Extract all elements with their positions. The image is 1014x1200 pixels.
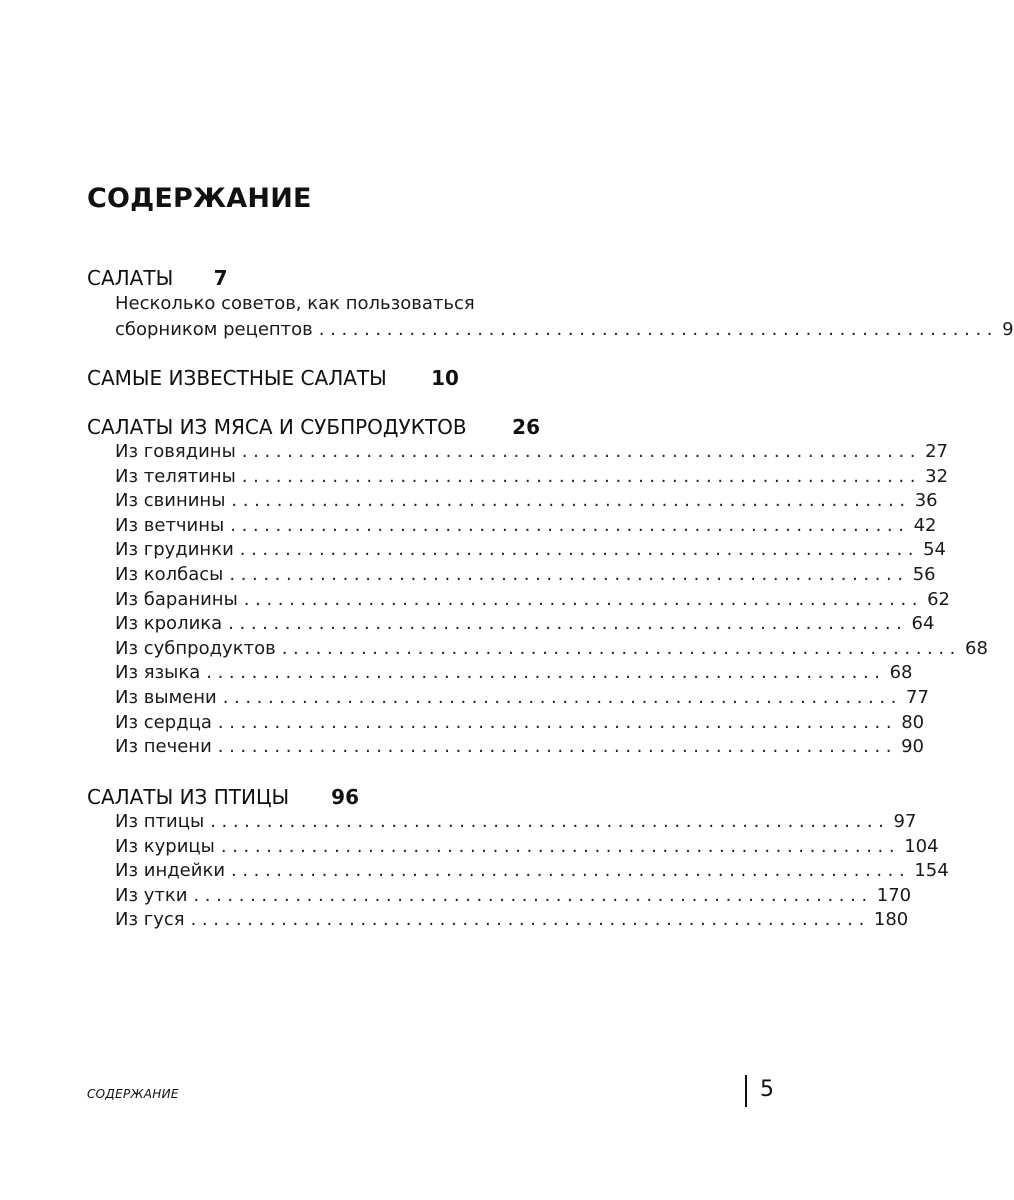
toc-section-famous-salads <box>87 365 459 391</box>
dot-leader: ............................................................ <box>217 711 898 733</box>
entry-label: Из вымени <box>115 686 217 708</box>
entry-page-number: 170 <box>876 884 912 906</box>
intro-line-1: Несколько советов, как пользоваться <box>115 293 475 314</box>
dot-leader: ............................................................ <box>210 811 890 832</box>
section-title: САЛАТЫ ИЗ МЯСА И СУБПРОДУКТОВ <box>87 415 467 439</box>
entry-label: Из сердца <box>115 711 212 733</box>
dot-leader: ............................................................ <box>193 884 873 906</box>
section-entries <box>115 291 1014 343</box>
section-header[interactable] <box>87 784 359 810</box>
entry-label: сборником рецептов <box>115 319 313 340</box>
entry-page-number: 68 <box>965 637 988 659</box>
entry-label: Из субпродуктов <box>115 637 276 659</box>
entry-label: Из говядины <box>115 441 236 462</box>
dot-leader: ............................................................ <box>190 909 870 931</box>
running-head: СОДЕРЖАНИЕ <box>87 1087 179 1101</box>
section-entries <box>115 810 949 933</box>
toc-entry[interactable] <box>115 884 912 909</box>
page-number: 5 <box>760 1077 774 1102</box>
entry-label: Из свинины <box>115 490 226 512</box>
section-title: САМЫЕ ИЗВЕСТНЫЕ САЛАТЫ <box>87 366 387 390</box>
toc-entry[interactable] <box>115 489 938 514</box>
toc-entry-intro[interactable] <box>115 317 1014 343</box>
dot-leader: ............................................................ <box>243 588 924 610</box>
section-entries <box>115 440 988 760</box>
dot-leader: ............................................................ <box>206 662 886 684</box>
toc-entry[interactable] <box>115 612 935 637</box>
dot-leader: ............................................................ <box>220 835 901 857</box>
entry-label: Из телятины <box>115 465 236 487</box>
toc-section-salads <box>87 265 1014 343</box>
section-header[interactable] <box>87 265 540 291</box>
dot-leader: ............................................................ <box>239 539 920 561</box>
toc-entry[interactable] <box>115 514 937 539</box>
entry-page-number: 80 <box>901 711 925 733</box>
entry-label: Из кролика <box>115 613 223 635</box>
entry-label: Из курицы <box>115 835 215 857</box>
toc-entry[interactable] <box>115 465 949 490</box>
toc-entry[interactable] <box>115 835 939 860</box>
entry-label: Из индейки <box>115 860 226 882</box>
entry-page-number: 77 <box>906 686 929 708</box>
entry-label: Из гуся <box>115 909 185 931</box>
entry-page-number: 104 <box>904 835 939 857</box>
section-page-number: 10 <box>431 366 459 390</box>
footer-divider <box>745 1075 747 1107</box>
entry-page-number: 54 <box>923 539 946 561</box>
section-header[interactable] <box>87 365 459 391</box>
section-title: САЛАТЫ <box>87 266 174 290</box>
entry-page-number: 62 <box>927 588 951 610</box>
entry-page-number: 90 <box>901 736 924 758</box>
entry-label: Из печени <box>115 736 212 758</box>
dot-leader: ............................................................ <box>228 613 908 635</box>
entry-page-number: 32 <box>925 465 949 487</box>
entry-page-number: 68 <box>889 662 913 684</box>
entry-label: Из утки <box>115 884 188 906</box>
dot-leader: ............................................................ <box>229 563 909 585</box>
toc-entry[interactable] <box>115 908 909 933</box>
entry-label: Из ветчины <box>115 514 225 536</box>
toc-entry[interactable] <box>115 686 929 711</box>
dot-leader: ............................................................ <box>281 637 962 659</box>
section-title: САЛАТЫ ИЗ ПТИЦЫ <box>87 785 290 809</box>
entry-label: Из птицы <box>115 811 205 832</box>
entry-page-number: 97 <box>893 811 917 832</box>
entry-page-number: 64 <box>911 613 935 635</box>
toc-entry[interactable] <box>115 563 936 588</box>
entry-label: Из баранины <box>115 588 238 610</box>
entry-label: Из колбасы <box>115 563 224 585</box>
section-page-number: 96 <box>331 785 359 809</box>
dot-leader: ............................................................ <box>318 319 999 340</box>
dot-leader: ............................................................ <box>230 514 910 536</box>
entry-label: Из языка <box>115 662 201 684</box>
page-title: СОДЕРЖАНИЕ <box>87 183 312 214</box>
toc-entry[interactable] <box>115 588 951 613</box>
toc-entry[interactable] <box>115 661 913 686</box>
toc-entry[interactable] <box>115 440 949 465</box>
section-page-number: 7 <box>213 266 228 290</box>
dot-leader: ............................................................ <box>241 465 922 487</box>
entry-page-number: 154 <box>914 860 949 882</box>
toc-entry[interactable] <box>115 637 988 662</box>
entry-page-number: 36 <box>914 490 938 512</box>
dot-leader: ............................................................ <box>241 441 922 462</box>
entry-page-number: 180 <box>873 909 909 931</box>
toc-section-meat-salads <box>87 414 988 760</box>
toc-entry[interactable] <box>115 711 925 736</box>
dot-leader: ............................................................ <box>222 686 903 708</box>
section-header[interactable] <box>87 414 540 440</box>
entry-page-number: 27 <box>925 441 949 462</box>
toc-section-poultry-salads <box>87 784 949 933</box>
toc-entry[interactable] <box>115 538 946 563</box>
dot-leader: ............................................................ <box>217 736 898 758</box>
toc-entry[interactable] <box>115 810 917 835</box>
dot-leader: ............................................................ <box>231 860 911 882</box>
entry-label: Из грудинки <box>115 539 234 561</box>
toc-entry[interactable] <box>115 859 949 884</box>
toc-entry[interactable] <box>115 735 924 760</box>
entry-page-number: 56 <box>912 563 936 585</box>
dot-leader: ............................................................ <box>231 490 911 512</box>
entry-page-number: 42 <box>913 514 937 536</box>
section-page-number: 26 <box>512 415 540 439</box>
entry-page-number: 9 <box>1002 319 1014 340</box>
